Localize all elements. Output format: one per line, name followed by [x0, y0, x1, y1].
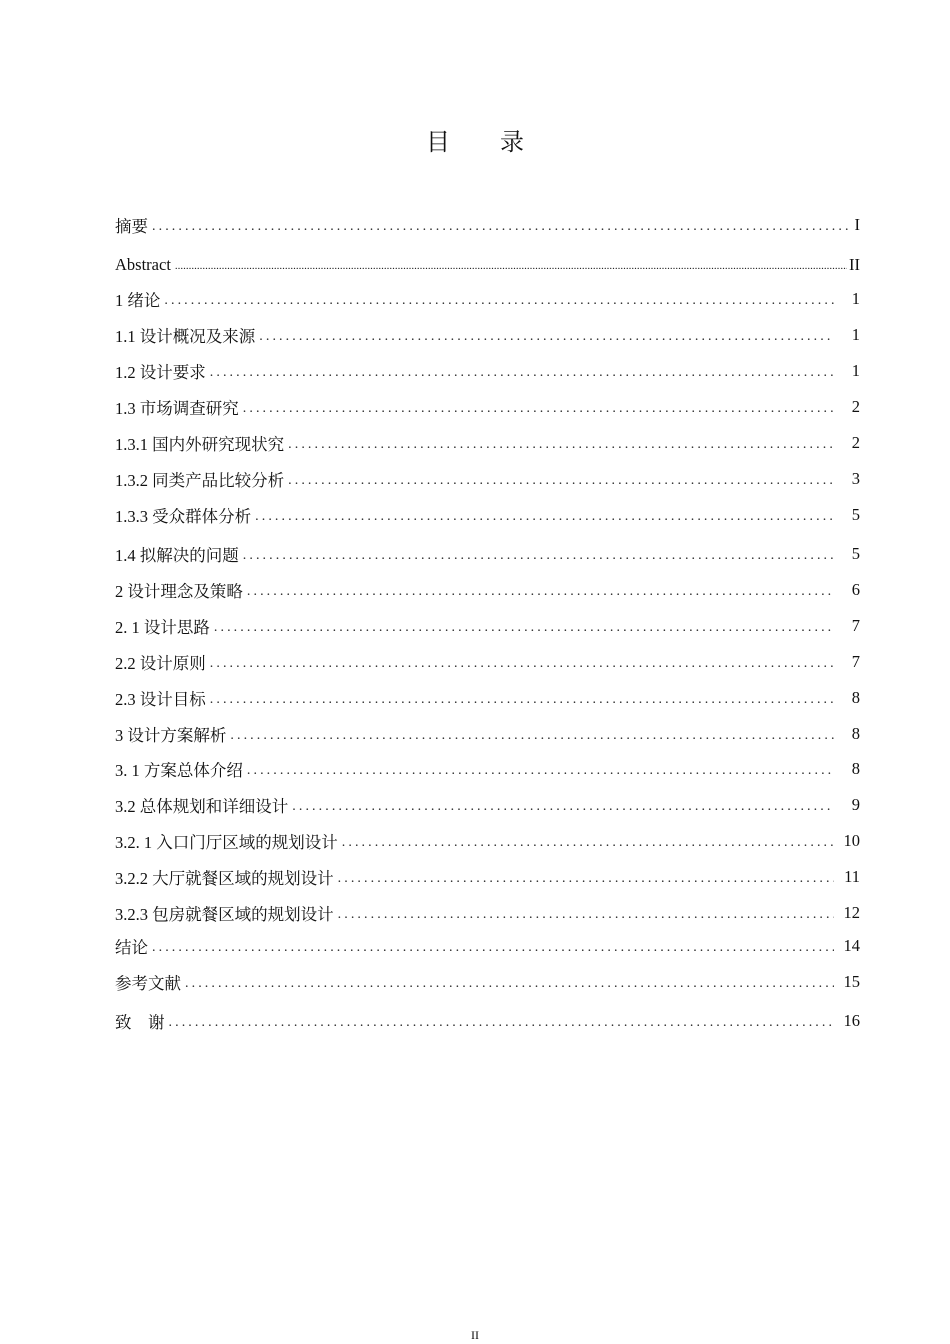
toc-entry-page: 9 [851, 795, 860, 814]
toc-entry-label: 1 绪论 [115, 291, 161, 310]
toc-entry-3-2-1[interactable] [115, 829, 860, 853]
toc-entry-1-4[interactable] [115, 542, 860, 566]
toc-entry-page: 11 [844, 867, 860, 886]
toc-entry-label: 2.2 设计原则 [115, 654, 206, 673]
toc-entry-page: 2 [851, 433, 860, 452]
toc-entry-label: 1.2 设计要求 [115, 363, 206, 382]
dot-leader [152, 940, 834, 956]
toc-entry-3-2[interactable] [115, 793, 860, 817]
page-number: II [471, 1328, 479, 1342]
dot-leader [288, 473, 834, 489]
dot-leader [152, 219, 851, 235]
toc-entry-1[interactable] [115, 287, 860, 311]
toc-entry-page: 8 [851, 724, 860, 743]
toc-entry-label: 致 谢 [115, 1013, 165, 1032]
dot-leader [243, 548, 834, 564]
toc-entry-label: 1.3.2 同类产品比较分析 [115, 471, 285, 490]
toc-entry-label: 3 设计方案解析 [115, 726, 227, 745]
toc-entry-label: 参考文献 [115, 974, 181, 993]
toc-entry-abstract-en[interactable] [115, 253, 860, 277]
toc-entry-acknowledgements[interactable] [115, 1009, 860, 1033]
dot-leader [338, 871, 834, 887]
toc-entry-page: 5 [851, 505, 860, 524]
toc-entry-page: 6 [851, 580, 860, 599]
toc-entry-label: 1.3 市场调查研究 [115, 399, 239, 418]
toc-entry-label: 3.2.3 包房就餐区域的规划设计 [115, 905, 334, 924]
dot-leader [164, 293, 834, 309]
toc-entry-1-3[interactable] [115, 395, 860, 419]
dot-leader [210, 692, 834, 708]
toc-entry-label: 摘要 [115, 217, 148, 236]
toc-entry-page: 1 [851, 361, 860, 380]
toc-entry-label: Abstract [115, 255, 171, 274]
toc-entry-2[interactable] [115, 578, 860, 602]
toc-entry-conclusion[interactable] [115, 934, 860, 958]
toc-entry-1-3-2[interactable] [115, 467, 860, 491]
toc-entry-label: 1.4 拟解决的问题 [115, 546, 239, 565]
page-title: 目 录 [426, 130, 546, 156]
toc-entry-label: 2. 1 设计思路 [115, 618, 210, 637]
toc-entry-label: 2.3 设计目标 [115, 690, 206, 709]
toc-entry-page: 14 [843, 936, 860, 955]
toc-entry-page: 7 [851, 652, 860, 671]
toc-entry-label: 结论 [115, 938, 148, 957]
toc-entry-label: 3.2. 1 入口门厅区域的规划设计 [115, 833, 338, 852]
toc-entry-label: 2 设计理念及策略 [115, 582, 243, 601]
toc-entry-label: 3.2.2 大厅就餐区域的规划设计 [115, 869, 334, 888]
dot-leader [338, 907, 834, 923]
toc-entry-page: 3 [851, 469, 860, 488]
toc-entry-page: 8 [851, 759, 860, 778]
toc-entry-label: 1.3.1 国内外研究现状究 [115, 435, 285, 454]
dot-leader [259, 329, 834, 345]
toc-entry-2-3[interactable] [115, 686, 860, 710]
toc-entry-page: 7 [851, 616, 860, 635]
toc-entry-page: 12 [843, 903, 860, 922]
toc-entry-label: 3.2 总体规划和详细设计 [115, 797, 289, 816]
dot-leader [292, 799, 834, 815]
toc-entry-page: 5 [851, 544, 860, 563]
toc-entry-page: 2 [851, 397, 860, 416]
dot-leader [214, 620, 834, 636]
dot-leader [230, 728, 834, 744]
toc-entry-abstract-cn[interactable] [115, 213, 860, 237]
toc-entry-page: 15 [843, 972, 860, 991]
toc-entry-1-2[interactable] [115, 359, 860, 383]
dot-leader [210, 656, 834, 672]
dot-leader [210, 365, 834, 381]
dot-leader [247, 584, 834, 600]
toc-entry-1-3-3[interactable] [115, 503, 860, 527]
dot-leader [342, 835, 834, 851]
toc-entry-label: 1.3.3 受众群体分析 [115, 507, 252, 526]
toc-entry-label: 1.1 设计概况及来源 [115, 327, 256, 346]
toc-entry-page: 16 [843, 1011, 860, 1030]
dot-leader [288, 437, 834, 453]
toc-entry-1-1[interactable] [115, 323, 860, 347]
toc-entry-3-2-2[interactable] [115, 865, 860, 889]
toc-entry-references[interactable] [115, 970, 860, 994]
toc-entry-page: II [849, 255, 860, 274]
dot-leader [175, 260, 847, 272]
toc-entry-page: 10 [843, 831, 860, 850]
toc-entry-page: 8 [851, 688, 860, 707]
dot-leader [247, 763, 834, 779]
toc-entry-2-1[interactable] [115, 614, 860, 638]
toc-entry-page: 1 [851, 289, 860, 308]
toc-entry-3-1[interactable] [115, 757, 860, 781]
dot-leader [185, 976, 834, 992]
toc-entry-2-2[interactable] [115, 650, 860, 674]
toc-entry-page: I [854, 215, 860, 234]
toc-entry-page: 1 [851, 325, 860, 344]
toc-entry-label: 3. 1 方案总体介绍 [115, 761, 243, 780]
toc-entry-3-2-3[interactable] [115, 901, 860, 925]
toc-entry-3[interactable] [115, 722, 860, 746]
toc-entry-1-3-1[interactable] [115, 431, 860, 455]
dot-leader [243, 401, 834, 417]
dot-leader [169, 1015, 835, 1031]
dot-leader [255, 509, 834, 525]
